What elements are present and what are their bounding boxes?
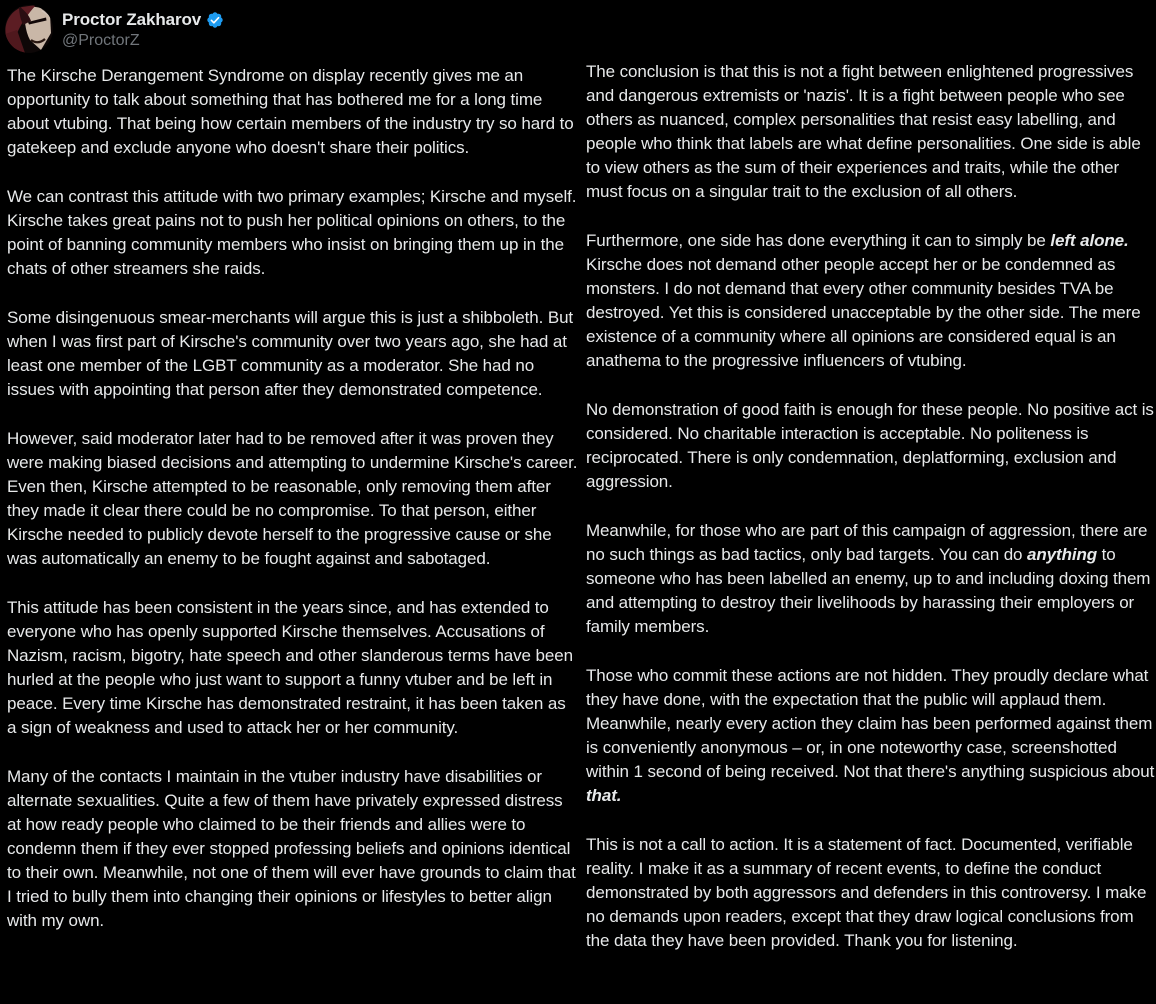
verified-icon	[206, 11, 224, 29]
paragraph: We can contrast this attitude with two primary examples; Kirsche and myself. Kirsche takes great pains not to push her political opinions on others, to the point of banning community members who insist on bringing them up in the chats of other streamers she raids.	[7, 187, 577, 278]
identity-block	[62, 5, 224, 51]
paragraph: No demonstration of good faith is enough for these people. No positive act is considered. No charitable interaction is acceptable. No politeness is reciprocated. There is only condemnation, deplatforming, exclusion and aggression.	[586, 400, 1154, 491]
user-handle[interactable]: @ProctorZ	[62, 32, 140, 49]
paragraph: This attitude has been consistent in the years since, and has extended to everyone who has openly supported Kirsche themselves. Accusations of Nazism, racism, bigotry, hate speech and other slanderous terms have been hurled at the people who just want to support a funny vtuber and be left in peace. Every time Kirsche has demonstrated restraint, it has been taken as a sign of weakness and used to attack her or her community.	[7, 598, 573, 737]
post-header	[5, 5, 224, 53]
display-name[interactable]: Proctor Zakharov	[62, 10, 202, 29]
profile-photo-icon	[5, 5, 53, 53]
text-column-left	[7, 64, 579, 933]
text-column-right	[586, 60, 1156, 953]
paragraph: This is not a call to action. It is a statement of fact. Documented, verifiable reality. I make it as a summary of recent events, to define the conduct demonstrated by both aggressors and defenders in this controversy. I make no demands upon readers, except that they draw logical conclusions from the data they have been provided. Thank you for listening.	[586, 835, 1147, 950]
paragraph: Furthermore, one side has done everything it can to simply be left alone. Kirsche does not demand other people accept her or be condemned as monsters. I do not demand that every other community besides TVA be destroyed. Yet this is considered unacceptable by the other side. The mere existence of a community where all opinions are considered equal is an anathema to the progressive influencers of vtubing.	[586, 231, 1141, 370]
paragraph: Meanwhile, for those who are part of this campaign of aggression, there are no such things as bad tactics, only bad targets. You can do anything to someone who has been labelled an enemy, up to and including doxing them and attempting to destroy their livelihoods by harassing their employers or family members.	[586, 521, 1151, 636]
paragraph: Some disingenuous smear-merchants will argue this is just a shibboleth. But when I was first part of Kirsche's community over two years ago, she had at least one member of the LGBT community as a moderator. She had no issues with appointing that person after they demonstrated competence.	[7, 308, 574, 399]
paragraph: The conclusion is that this is not a fight between enlightened progressives and dangerous extremists or 'nazis'. It is a fight between people who see others as nuanced, complex personalities that resist easy labelling, and people who think that labels are what define personalities. One side is able to view others as the sum of their experiences and traits, while the other must focus on a singular trait to the exclusion of all others.	[586, 62, 1141, 201]
avatar[interactable]	[5, 5, 53, 53]
paragraph: Many of the contacts I maintain in the vtuber industry have disabilities or alternate sexualities. Quite a few of them have privately expressed distress at how ready people who claimed to be their friends and allies were to condemn them if they ever stopped professing beliefs and opinions identical to their own. Meanwhile, not one of them will ever have grounds to claim that I tried to bully them into changing their opinions or lifestyles to better align with my own.	[7, 767, 576, 930]
paragraph: Those who commit these actions are not hidden. They proudly declare what they have done, with the expectation that the public will applaud them. Meanwhile, nearly every action they claim has been performed against them is conveniently anonymous – or, in one noteworthy case, screenshotted within 1 second of being received. Not that there's anything suspicious about that.	[586, 666, 1155, 805]
paragraph: The Kirsche Derangement Syndrome on display recently gives me an opportunity to talk about something that has bothered me for a long time about vtubing. That being how certain members of the industry try so hard to gatekeep and exclude anyone who doesn't share their politics.	[7, 66, 574, 157]
paragraph: However, said moderator later had to be removed after it was proven they were making biased decisions and attempting to undermine Kirsche's career. Even then, Kirsche attempted to be reasonable, only removing them after they made it clear there could be no compromise. To that person, either Kirsche needed to publicly devote herself to the progressive cause or she was automatically an enemy to be fought against and sabotaged.	[7, 429, 578, 568]
